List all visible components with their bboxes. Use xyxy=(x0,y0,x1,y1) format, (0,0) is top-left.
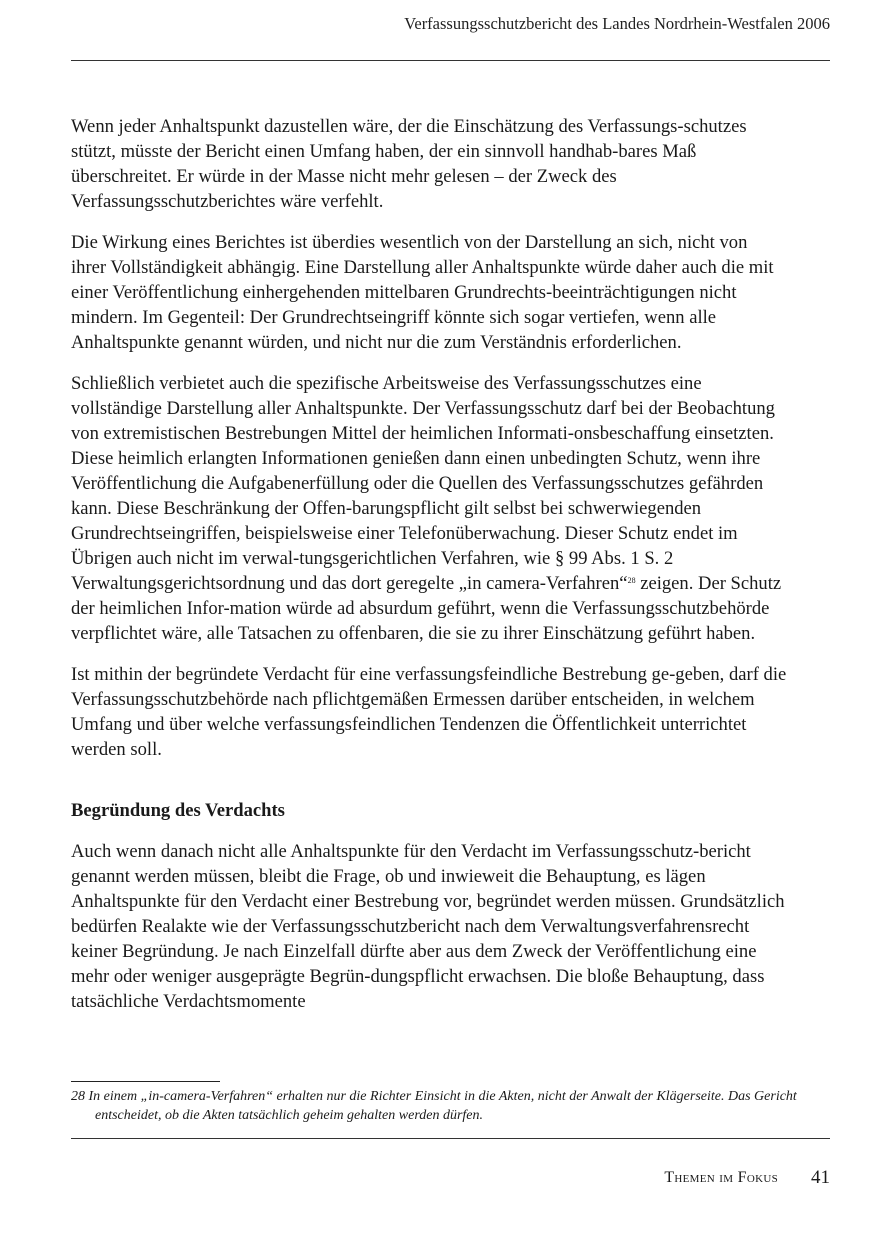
header-rule xyxy=(71,60,830,61)
paragraph-1: Wenn jeder Anhaltspunkt dazustellen wäre, der die Einschätzung des Verfassungs-schutzes stützt, müsste der Bericht einen Umfang haben, der ein sinnvoll handhab-bares Maß überschreitet. Er würde in der Masse nicht mehr gelesen – der Zweck des Verfassungsschutzberichtes wäre verfehlt. xyxy=(71,116,747,212)
main-text xyxy=(71,114,787,1030)
page-number: 41 xyxy=(811,1167,830,1188)
paragraph-3 xyxy=(71,371,787,646)
footnote-number: 28 xyxy=(71,1089,85,1104)
footnote-text: In einem „in-camera-Verfahren“ erhalten nur die Richter Einsicht in die Akten, nicht der Anwalt der Klägerseite. Das Gericht entscheidet, ob die Akten tatsächlich geheim gehalten werden dürfen. xyxy=(88,1089,797,1123)
section-heading: Begründung des Verdachts xyxy=(71,800,285,821)
running-header: Verfassungsschutzbericht des Landes Nordrhein-Westfalen 2006 xyxy=(404,14,830,33)
footnote-reference: 28 xyxy=(627,576,636,585)
paragraph-5: Auch wenn danach nicht alle Anhaltspunkte für den Verdacht im Verfassungsschutz-bericht genannt werden müssen, bleibt die Frage, ob und inwieweit die Behauptung, es lägen Anhaltspunkte für den Verdacht einer Bestrebung vor, begründet werden müssen. Grundsätzlich bedürfen Realakte wie der Verfassungsschutzbericht nach dem Verwaltungsverfahrensrecht keiner Begründung. Je nach Einzelfall dürfte aber aus dem Zweck der Veröffentlichung eine mehr oder weniger ausgeprägte Begrün-dungspflicht erwachsen. Die bloße Behauptung, dass tatsächliche Verdachtsmomente xyxy=(71,841,785,1012)
paragraph-2: Die Wirkung eines Berichtes ist überdies wesentlich von der Darstellung an sich, nicht von ihrer Vollständigkeit abhängig. Eine Darstellung aller Anhaltspunkte würde daher auch die mit einer Veröffentlichung einhergehenden mittelbaren Grundrechts-beeinträchtigungen nicht mindern. Im Gegenteil: Der Grundrechtseingriff könnte sich sogar vertiefen, wenn alle Anhaltspunkte genannt würden, und nicht nur die zum Verständnis erforderlichen. xyxy=(71,232,774,353)
paragraph-4: Ist mithin der begründete Verdacht für eine verfassungsfeindliche Bestrebung ge-geben, darf die Verfassungsschutzbehörde nach pflichtgemäßen Ermessen darüber entscheiden, in welchem Umfang und über welche verfassungsfeindlichen Tendenzen die Öffentlichkeit unterrichtet werden soll. xyxy=(71,664,787,760)
paragraph-3-text-a: Schließlich verbietet auch die spezifische Arbeitsweise des Verfassungsschutzes eine vollständige Darstellung aller Anhaltspunkte. Der Verfassungsschutz darf bei der Beobachtung von extremistischen Bestrebungen Mittel der heimlichen Informati-onsbeschaffung einsetzten. Diese heimlich erlangten Informationen genießen dann einen unbedingten Schutz, wenn ihre Veröffentlichung die Aufgabenerfüllung oder die Quellen des Verfassungsschutzes gefährden kann. Diese Beschränkung der Offen-barungspflicht gilt selbst bei schwerwiegenden Grundrechtseingriffen, beispielsweise einer Telefonüberwachung. Dieser Schutz endet im Übrigen auch nicht im verwal-tungsgerichtlichen Verfahren, wie § 99 Abs. 1 S. 2 Verwaltungsgerichtsordnung und das dort geregelte „in camera-Verfahren“ xyxy=(71,373,775,594)
footer-section-title: Themen im Fokus xyxy=(664,1169,778,1186)
footnote-rule xyxy=(71,1081,220,1082)
paragraph-3-text-b: zeigen. Der Schutz der heimlichen Infor-mation würde ad absurdum geführt, wenn die Verfassungsschutzbehörde verpflichtet wäre, alle Tatsachen zu offenbaren, die sie zu ihrer Einschätzung geführt haben. xyxy=(71,573,782,644)
footer-rule xyxy=(71,1138,830,1139)
footnote xyxy=(71,1087,815,1125)
